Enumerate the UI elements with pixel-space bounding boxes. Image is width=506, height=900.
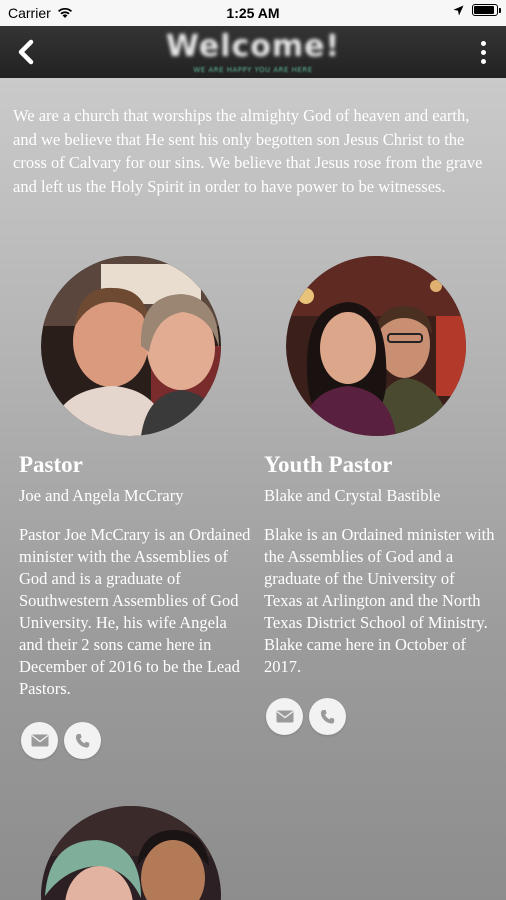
- more-dot: [481, 50, 486, 55]
- staff-card-pastor: [19, 256, 251, 759]
- phone-icon: [75, 733, 91, 749]
- status-right: [453, 4, 498, 16]
- page-subtitle: WE ARE HAPPY YOU ARE HERE: [193, 66, 313, 74]
- avatar-staff-3: [41, 806, 221, 900]
- photo-staff-3: [41, 806, 221, 900]
- staff-role: Youth Pastor: [264, 452, 393, 477]
- phone-icon: [320, 709, 336, 725]
- contact-actions: [266, 698, 496, 735]
- staff-names: Joe and Angela McCrary: [19, 486, 184, 505]
- staff-role: Pastor: [19, 452, 83, 477]
- battery-level: [474, 6, 494, 14]
- call-button[interactable]: [64, 722, 101, 759]
- email-button[interactable]: [266, 698, 303, 735]
- avatar-youth-pastor: [286, 256, 466, 436]
- status-bar: [0, 0, 506, 26]
- avatar-pastor: [41, 256, 221, 436]
- staff-bio: Blake is an Ordained minister with the Assemblies of God and a graduate of the University of Texas at Arlington and the North Texas District School of Ministry. Blake came here in October of 2017.: [264, 525, 495, 676]
- photo-pastor: [41, 256, 221, 436]
- mail-icon: [31, 734, 49, 747]
- battery-icon: [472, 4, 498, 16]
- location-arrow-icon: [453, 5, 464, 16]
- more-dot: [481, 59, 486, 64]
- page-title: Welcome!: [165, 29, 341, 64]
- nav-bar: [0, 26, 506, 78]
- photo-youth-pastor: [286, 256, 466, 436]
- staff-card-youth-pastor: [264, 256, 496, 735]
- call-button[interactable]: [309, 698, 346, 735]
- staff-bio: Pastor Joe McCrary is an Ordained minister with the Assemblies of God and is a graduate of Southwestern Assemblies of God University. He, his wife Angela and their 2 sons came here in December of 2016 to be the Lead Pastors.: [19, 525, 251, 698]
- more-vertical-icon: [481, 41, 486, 46]
- carrier-label: Carrier: [8, 5, 51, 21]
- more-options-button[interactable]: [468, 36, 498, 68]
- contact-actions: [21, 722, 251, 759]
- intro-text: We are a church that worships the almighty God of heaven and earth, and we believe that He sent his only begotten son Jesus Christ to the cross of Calvary for our sins. We believe that Jesus rose from the grave and left us the Holy Spirit in order to have power to be witnesses.: [13, 106, 483, 196]
- staff-names: Blake and Crystal Bastible: [264, 486, 441, 505]
- status-time: 1:25 AM: [226, 5, 280, 21]
- mail-icon: [276, 710, 294, 723]
- email-button[interactable]: [21, 722, 58, 759]
